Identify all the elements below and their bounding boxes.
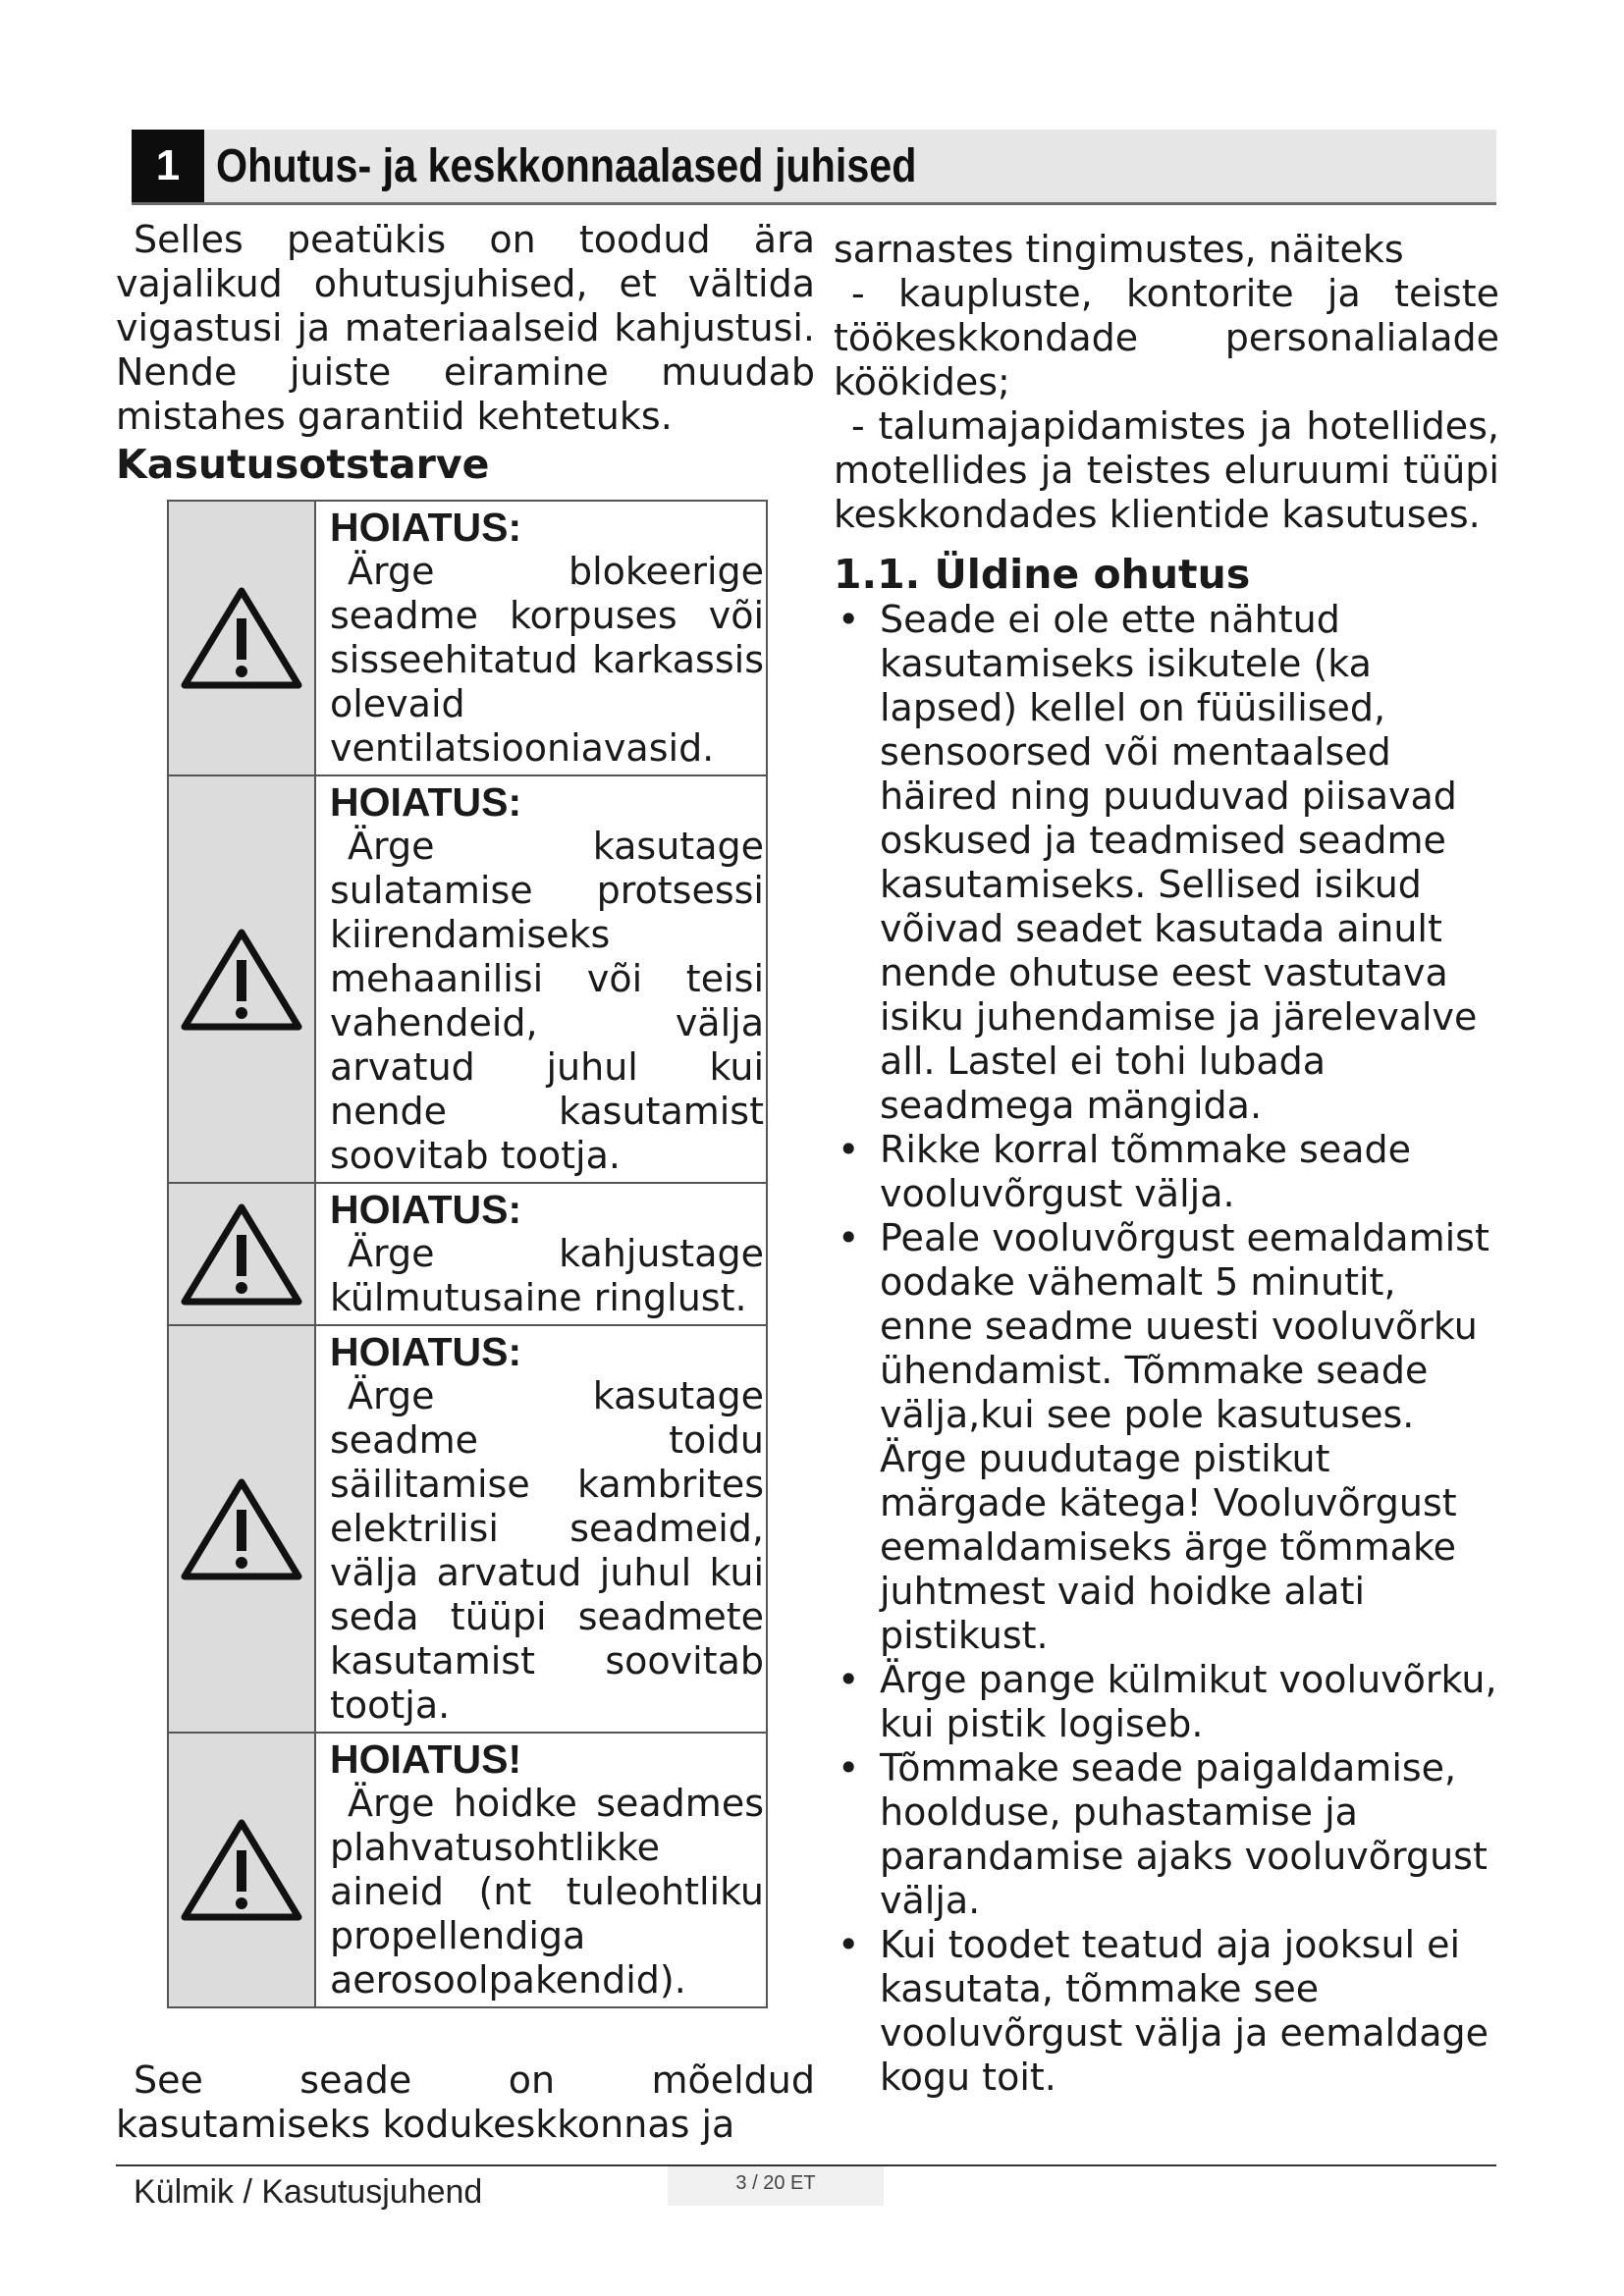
warning-row — [168, 1325, 767, 1733]
usage-list-item: - kaupluste, kontorite ja teiste töökeskkondade personalialade köökides; — [834, 272, 1499, 403]
warning-triangle-icon — [179, 583, 304, 693]
usage-heading: Kasutusotstarve — [116, 441, 490, 488]
warning-text: Ärge kahjustage külmutusaine ringlust. — [330, 1232, 764, 1319]
warning-row — [168, 775, 767, 1183]
bullet-item: • Peale vooluvõrgust eemaldamist oodake vähemalt 5 minutit, enne seadme uuesti vooluvõrku ühendamist. Tõmmake seade välja,kui see pole kasutuses. Ärge puudutage pistikut märgade kätega! Vooluvõrgust eemaldamiseks ärge tõmmake juhtmest vaid hoidke alati pistikust. — [834, 1216, 1499, 1658]
left-column — [116, 218, 815, 2008]
section-number: 1 — [132, 130, 204, 202]
warning-text-cell — [315, 1325, 767, 1733]
warning-label: HOIATUS: — [330, 1329, 522, 1374]
bullet-item: • Tõmmake seade paigaldamise, hoolduse, puhastamise ja parandamise ajaks vooluvõrgust välja. — [834, 1746, 1499, 1923]
warning-text: Ärge kasutage seadme toidu säilitamise kambrites elektrilisi seadmeid, välja arvatud juhul kui seda tüüpi seadmete kasutamist soovitab tootja. — [330, 1374, 764, 1727]
warning-label: HOIATUS: — [330, 1187, 522, 1232]
warning-text: Ärge hoidke seadmes plahvatusohtlikke aineid (nt tuleohtliku propellendiga aerosoolpakendid). — [330, 1782, 764, 2002]
usage-list-item: - talumajapidamistes ja hotellides, motellides ja teistes eluruumi tüüpi keskkondades klientide kasutuses. — [834, 404, 1499, 536]
warning-triangle-icon — [179, 1815, 304, 1925]
warning-text: Ärge blokeerige seadme korpuses või sisseehitatud karkassis olevaid ventilatsiooniavasid. — [330, 550, 764, 770]
usage-paragraph-block — [116, 2058, 815, 2147]
warning-text-cell — [315, 1733, 767, 2007]
warning-label: HOIATUS: — [330, 779, 522, 825]
warning-icon-cell — [168, 501, 315, 775]
usage-paragraph: See seade on mõeldud kasutamiseks kodukeskkonnas ja — [116, 2058, 815, 2146]
warning-icon-cell — [168, 1325, 315, 1733]
warning-icon-cell — [168, 1733, 315, 2007]
warning-row — [168, 501, 767, 775]
warning-triangle-icon — [179, 1200, 304, 1309]
warnings-table — [167, 500, 768, 2008]
warning-row — [168, 1733, 767, 2007]
bullet-item: • Kui toodet teatud aja jooksul ei kasutata, tõmmake see vooluvõrgust välja ja eemaldage kogu toit. — [834, 1923, 1499, 2100]
intro-paragraph: Selles peatükis on toodud ära vajalikud ohutusjuhised, et vältida vigastusi ja materiaalseid kahjustusi. Nende juiste eiramine muudab mistahes garantiid kehtetuks. — [116, 218, 815, 438]
warning-text-cell — [315, 1183, 767, 1325]
warning-text-cell — [315, 501, 767, 775]
warning-row — [168, 1183, 767, 1325]
safety-bullet-list — [834, 598, 1499, 2100]
warning-triangle-icon — [179, 925, 304, 1035]
warning-icon-cell — [168, 775, 315, 1183]
warning-text: Ärge kasutage sulatamise protsessi kiirendamiseks mehaanilisi või teisi vahendeid, välja arvatud juhul kui nende kasutamist soovitab tootja. — [330, 825, 764, 1177]
section-header — [132, 130, 1496, 205]
general-safety-heading: 1.1. Üldine ohutus — [834, 551, 1251, 598]
footer-document-title: Külmik / Kasutusjuhend — [134, 2173, 483, 2211]
warning-triangle-icon — [179, 1474, 304, 1584]
bullet-item: • Seade ei ole ette nähtud kasutamiseks isikutele (ka lapsed) kellel on füüsilised, sensoorsed või mentaalsed häired ning puuduvad piisavad oskused ja teadmised seadme kasutamiseks. Sellised isikud võivad seadet kasutada ainult nende ohutuse eest vastutava isiku juhendamise ja järelevalve all. Lastel ei tohi lubada seadmega mängida. — [834, 598, 1499, 1128]
right-column — [834, 228, 1499, 2100]
bullet-item: • Rikke korral tõmmake seade vooluvõrgust välja. — [834, 1128, 1499, 1216]
bullet-item: • Ärge pange külmikut vooluvõrku, kui pistik logiseb. — [834, 1658, 1499, 1746]
continuation-text: sarnastes tingimustes, näiteks — [834, 228, 1404, 271]
warning-icon-cell — [168, 1183, 315, 1325]
section-title: Ohutus- ja keskkonnaalased juhised — [216, 140, 917, 192]
warning-label: HOIATUS: — [330, 505, 522, 550]
footer-page-number: 3 / 20 ET — [668, 2166, 884, 2206]
warning-text-cell — [315, 775, 767, 1183]
warning-label: HOIATUS! — [330, 1736, 522, 1782]
